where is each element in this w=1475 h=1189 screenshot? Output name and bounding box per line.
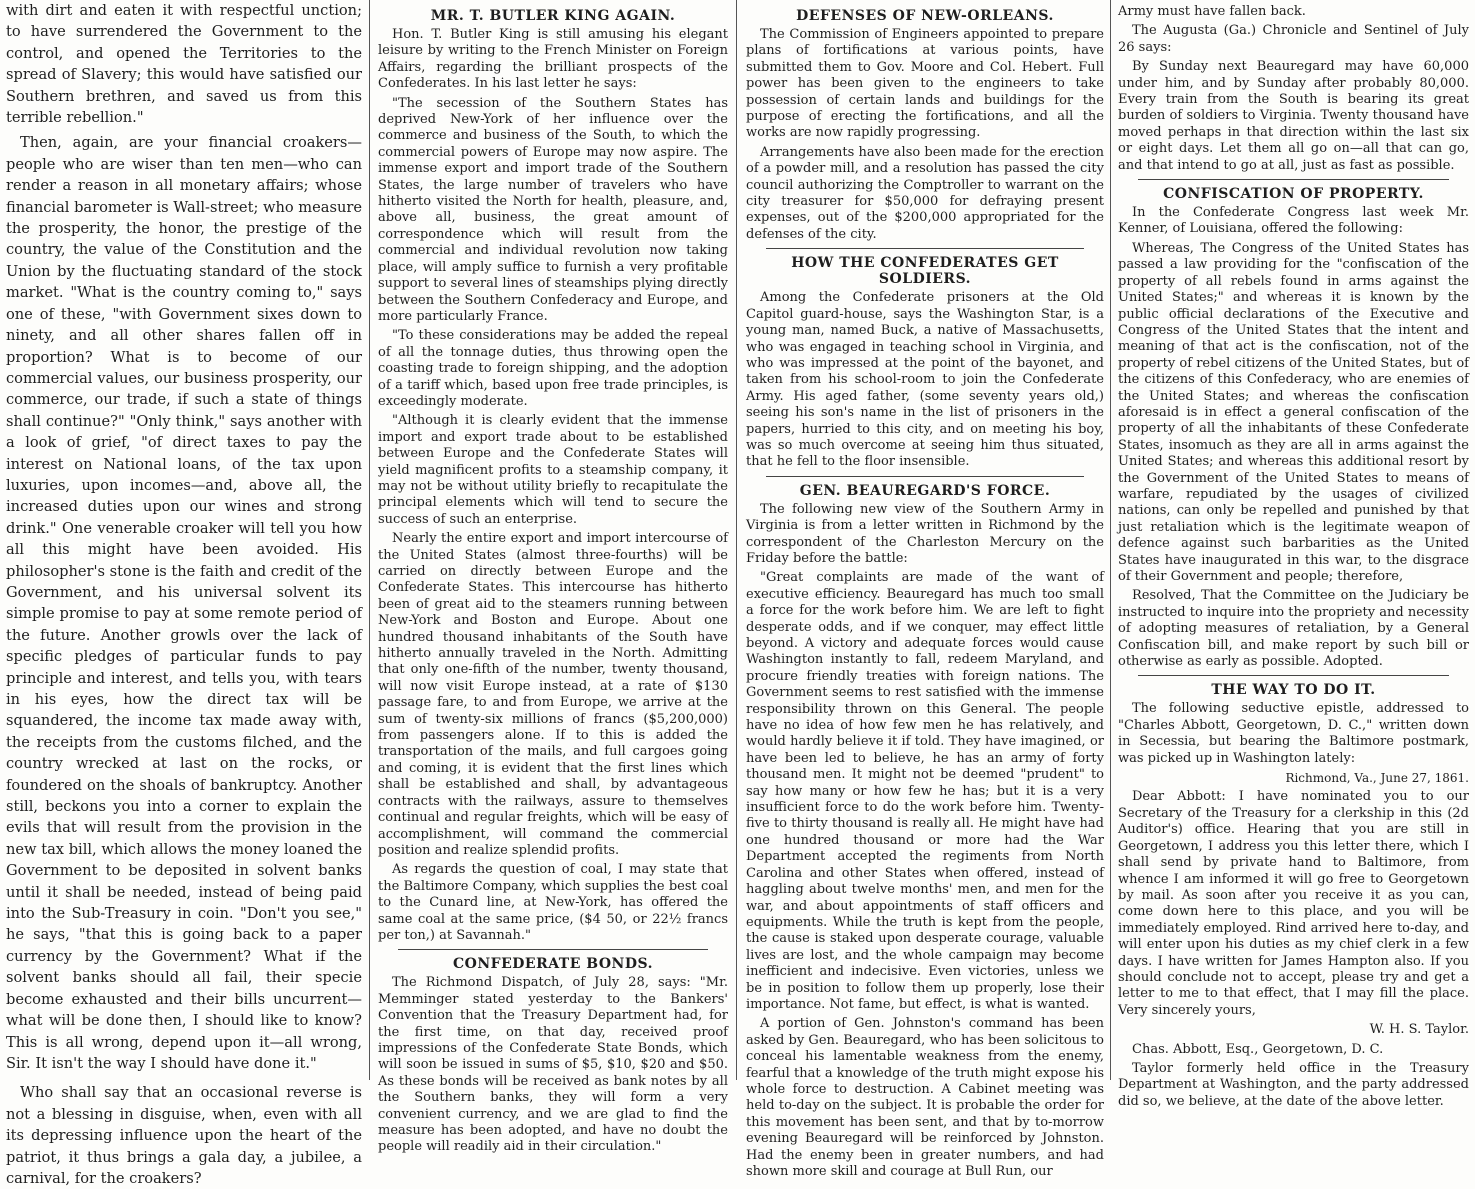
paragraph: Among the Confederate prisoners at the Old Capitol guard-house, says the Washington Star, is a young man, named Buck, a native of Massachusetts, who was engaged in teaching school in Virginia, and who was impressed at the point of the bayonet, and taken from his school-room to join the Confederate Army. His aged father, (some seventy years old,) seeing his son's name in the list of prisoners in the papers, hurried to this city, and on meeting his boy, was so much overcome at seeing him thus situated, that he fell to the floor insensible. xyxy=(746,290,1104,470)
section-divider xyxy=(398,949,708,950)
column-3 xyxy=(740,0,1110,1179)
paragraph: Nearly the entire export and import intercourse of the United States (almost three-fourths) will be carried on directly between Europe and the Confederate States. This intercourse has hitherto been of great aid to the steamers running between New-York and Boston and Europe. About one hundred thousand inhabitants of the South have hitherto annually traveled in the North. Admitting that only one-fifth of the number, twenty thousand, will now visit Europe instead, at a rate of $130 passage fare, to and from Europe, we arrive at the sum of twenty-six millions of francs ($5,200,000) from passengers alone. If to this is added the transportation of the mails, and full cargoes going and coming, it is evident that the first lines which shall be established and shall, by advantageous contracts with the railways, assure to themselves continual and regular freights, which will be easy of accomplishment, will command the commercial position and realize splendid profits. xyxy=(378,531,728,858)
paragraph: Then, again, are your financial croakers—people who are wiser than ten men—who can render a reason in all monetary affairs; whose financial barometer is Wall-street; who measure the prosperity, the honor, the prestige of the country, the value of the Constitution and the Union by the fluctuating standard of the stock market. "What is the country coming to," says one of these, "with Government sixes down to ninety, and all other shares fallen off in proportion? What is to become of our commercial values, our business prosperity, our commerce, our trade, if such a state of things shall continue?" "Only think," says another with a look of grief, "of direct taxes to pay the interest on National loans, of the tax upon luxuries, upon incomes—and, above all, the increased duties upon our wines and strong drink." One venerable croaker will tell you how all this might have been avoided. His philosopher's stone is the faith and credit of the Government, and his universal solvent its simple promise to pay at some remote period of the future. Another growls over the lack of specific pledges of particular funds to pay principle and interest, and tells you, with tears in his eyes, how the direct tax will be squandered, the income tax made away with, the receipts from the customs filched, and the country wrecked at last on the rocks, or foundered on the shoals of bankruptcy. Another still, beckons you into a corner to explain the evils that will result from the provision in the new tax bill, which allows the money loaned the Government to be deposited in solvent banks until it shall be needed, instead of being paid into the Sub-Treasury in coin. "Don't you see," he says, "that this is going back to a paper currency by the Government? What if the solvent banks should all fail, their specie become exhausted and their bills uncurrent—what will be done then, I should like to know? This is all wrong, depend upon it—all wrong, Sir. It isn't the way I should have done it." xyxy=(6,134,362,1072)
paragraph: The Augusta (Ga.) Chronicle and Sentinel of July 26 says: xyxy=(1118,23,1469,55)
paragraph: As regards the question of coal, I may state that the Baltimore Company, which supplies the best coal to the Cunard line, at New-York, has offered the same coal at the same price, ($4 50, or 22½ francs per ton,) at Savannah." xyxy=(378,862,728,943)
paragraph: The Commission of Engineers appointed to prepare plans of fortifications at various points, have submitted them to Gov. Moore and Col. Hebert. Full power has been given to the engineers to take possession of certain lands and buildings for the purpose of erecting the fortifications, and all the works are now rapidly progressing. xyxy=(746,27,1104,141)
article-heading: CONFEDERATE BONDS. xyxy=(453,956,653,973)
article-heading: MR. T. BUTLER KING AGAIN. xyxy=(430,8,676,24)
article-heading: CONFISCATION OF PROPERTY. xyxy=(1163,186,1424,203)
paragraph: Dear Abbott: I have nominated you to our Secretary of the Treasury for a clerkship in this (2d Auditor's) office. Hearing that you are still in Georgetown, I address you this letter there, which I shall send by private hand to Baltimore, from whence I am informed it will go free to Georgetown by mail. As soon after you receive it as you can, come down here to this place, and you will be immediately employed. Rind arrived here to-day, and will enter upon his duties as my chief clerk in a few days. I have written for James Hampton also. If you should conclude not to accept, please try and get a letter to me to that effect, that I may fill the place. Very sincerely yours, xyxy=(1118,789,1469,1018)
letter-dateline: Richmond, Va., June 27, 1861. xyxy=(1285,771,1469,786)
paragraph: "To these considerations may be added the repeal of all the tonnage duties, thus throwing open the coasting trade to foreign shipping, and the adoption of a tariff which, based upon free trade principles, is exceedingly moderate. xyxy=(378,328,728,409)
paragraph: The following seductive epistle, addressed to "Charles Abbott, Georgetown, D. C.," written down in Secessia, but bearing the Baltimore postmark, was picked up in Washington lately: xyxy=(1118,701,1469,766)
paragraph: Resolved, That the Committee on the Judiciary be instructed to inquire into the propriety and necessity of adopting measures of retaliation, by a General Confiscation bill, and make report by such bill or otherwise as early as possible. Adopted. xyxy=(1118,588,1469,670)
section-divider xyxy=(1138,675,1449,676)
article-heading: THE WAY TO DO IT. xyxy=(1211,682,1376,699)
paragraph: Arrangements have also been made for the erection of a powder mill, and a resolution has passed the city council authorizing the Comptroller to warrant on the city treasurer for $50,000 for defraying present expenses, out of the $200,000 appropriated for the defenses of the city. xyxy=(746,144,1104,242)
paragraph: Chas. Abbott, Esq., Georgetown, D. C. xyxy=(1132,1041,1384,1057)
paragraph: with dirt and eaten it with respectful unction; to have surrendered the Government to the control, and opened the Territories to the spread of Slavery; this would have satisfied our Southern brethren, and saved us from this terrible rebellion." xyxy=(6,2,362,127)
paragraph: The Richmond Dispatch, of July 28, says: "Mr. Memminger stated yesterday to the Bankers' Convention that the Treasury Department had, for the first time, on that day, received proof impressions of the Confederate State Bonds, which will soon be issued in sums of $5, $10, $20 and $50. As these bonds will be received as bank notes by all the Southern banks, they will form a very convenient currency, and we are glad to find the measure has been adopted, and have no doubt the people will readily aid in their circulation." xyxy=(378,975,728,1155)
paragraph: Who shall say that an occasional reverse is not a blessing in disguise, when, even with all its depressing influence upon the heart of the patriot, it thus brings a gala day, a jubilee, a carnival, for the croakers? xyxy=(6,1084,362,1187)
column-2 xyxy=(372,0,734,1155)
article-heading: HOW THE CONFEDERATES GET SOLDIERS. xyxy=(791,255,1059,288)
section-divider xyxy=(766,248,1084,249)
paragraph: Hon. T. Butler King is still amusing his elegant leisure by writing to the French Minister on Foreign Affairs, regarding the brilliant prospects of the Confederates. In his last letter he says: xyxy=(378,27,728,92)
letter-signature: W. H. S. Taylor. xyxy=(1369,1022,1469,1038)
paragraph: In the Confederate Congress last week Mr. Kenner, of Louisiana, offered the following: xyxy=(1118,205,1469,237)
paragraph: "Great complaints are made of the want of executive efficiency. Beauregard has much too small a force for the work before him. We are left to fight desperate odds, and if we conquer, may effect little beyond. A victory and adequate forces would cause Washington instantly to fall, redeem Maryland, and procure friendly treaties with foreign nations. The Government seems to rest satisfied with the immense responsibility thrown on this General. The people have no idea of how few men he has relatively, and would hardly believe it if told. They have imagined, or have been led to believe, he has an army of forty thousand men. It might not be deemed "prudent" to say how many or how few he has; but it is a very insufficient force to do the work before him. Twenty-five to thirty thousand is really all. He might have had one hundred thousand or more had the War Department accepted the regiments from North Carolina and other States when offered, instead of haggling about twelve months' men, and men for the war, and about appointments of staff officers and equipments. While the truth is kept from the people, the cause is staked upon desperate courage, valuable lives are lost, and the whole campaign may become inefficient and indecisive. Even victories, unless we be in position to follow them up properly, lose their importance. Not fame, but effect, is what is wanted. xyxy=(746,570,1104,1012)
article-heading: GEN. BEAUREGARD'S FORCE. xyxy=(799,482,1051,499)
article-heading: DEFENSES OF NEW-ORLEANS. xyxy=(796,8,1054,24)
paragraph: Army must have fallen back. xyxy=(1118,4,1306,19)
paragraph: A portion of Gen. Johnston's command has been asked by Gen. Beauregard, who has been solicitous to conceal his lamentable weakness from the enemy, fearful that a knowledge of the truth might expose his whole force to destruction. A Cabinet meeting was held to-day on the subject. It is probable the order for this movement has been sent, and that by to-morrow evening Beauregard will be reinforced by Johnston. Had the enemy been in greater numbers, and had shown more skill and courage at Bull Run, our xyxy=(746,1016,1104,1179)
column-rule xyxy=(736,0,737,1080)
column-rule xyxy=(369,0,370,1080)
paragraph: "The secession of the Southern States has deprived New-York of her influence over the commerce and business of the South, to which the commercial powers of Europe may now aspire. The immense export and import trade of the Southern States, the large number of travelers who have hitherto visited the North for health, pleasure, and, above all, business, the great amount of correspondence which will result from the commercial and individual revolution now taking place, will amply suffice to furnish a very profitable support to several lines of steamships plying directly between the Southern Confederacy and Europe, and more particularly France. xyxy=(378,95,728,324)
section-divider xyxy=(766,476,1084,477)
paragraph: Whereas, The Congress of the United States has passed a law providing for the "confiscation of the property of all rebels found in arms against the United States;" and whereas it is known by the public official declarations of the Executive and Congress of the United States that the intent and meaning of that act is the confiscation, not of the property of rebel citizens of the United States, but of the citizens of this Confederacy, who are enemies of the United States; and whereas the confiscation aforesaid is in effect a general confiscation of the property of all the inhabitants of these Confederate States, insomuch as they are all in arms against the United States; and whereas this additional resort by the Government of the United States to means of warfare, repudiated by the usages of civilized nations, can only be repelled and punished by that just retaliation which is the legitimate weapon of defence against such barbarities as the United States have inaugurated in this war, to the disgrace of their Government and people; therefore, xyxy=(1118,240,1469,584)
paragraph: "Although it is clearly evident that the immense import and export trade about to be established between Europe and the Confederate States will yield magnificent profits to a steamship company, it may not be without utility briefly to recapitulate the principal elements which will tend to secure the success of such an enterprise. xyxy=(378,413,728,527)
column-rule xyxy=(1110,0,1111,1080)
paragraph: The following new view of the Southern Army in Virginia is from a letter written in Richmond by the correspondent of the Charleston Mercury on the Friday before the battle: xyxy=(746,501,1104,566)
section-divider xyxy=(1138,179,1449,180)
paragraph: Taylor formerly held office in the Treasury Department at Washington, and the party addressed did so, we believe, at the date of the above letter. xyxy=(1118,1060,1469,1109)
column-1 xyxy=(0,0,368,1187)
paragraph: By Sunday next Beauregard may have 60,000 under him, and by Sunday after probably 80,000. Every train from the South is bearing its great burden of soldiers to Virginia. Twenty thousand have moved perhaps in that direction within the last six or eight days. Let them all go on—all that can go, and that intend to go at all, just as fast as possible. xyxy=(1118,59,1469,173)
column-4 xyxy=(1112,0,1475,1109)
